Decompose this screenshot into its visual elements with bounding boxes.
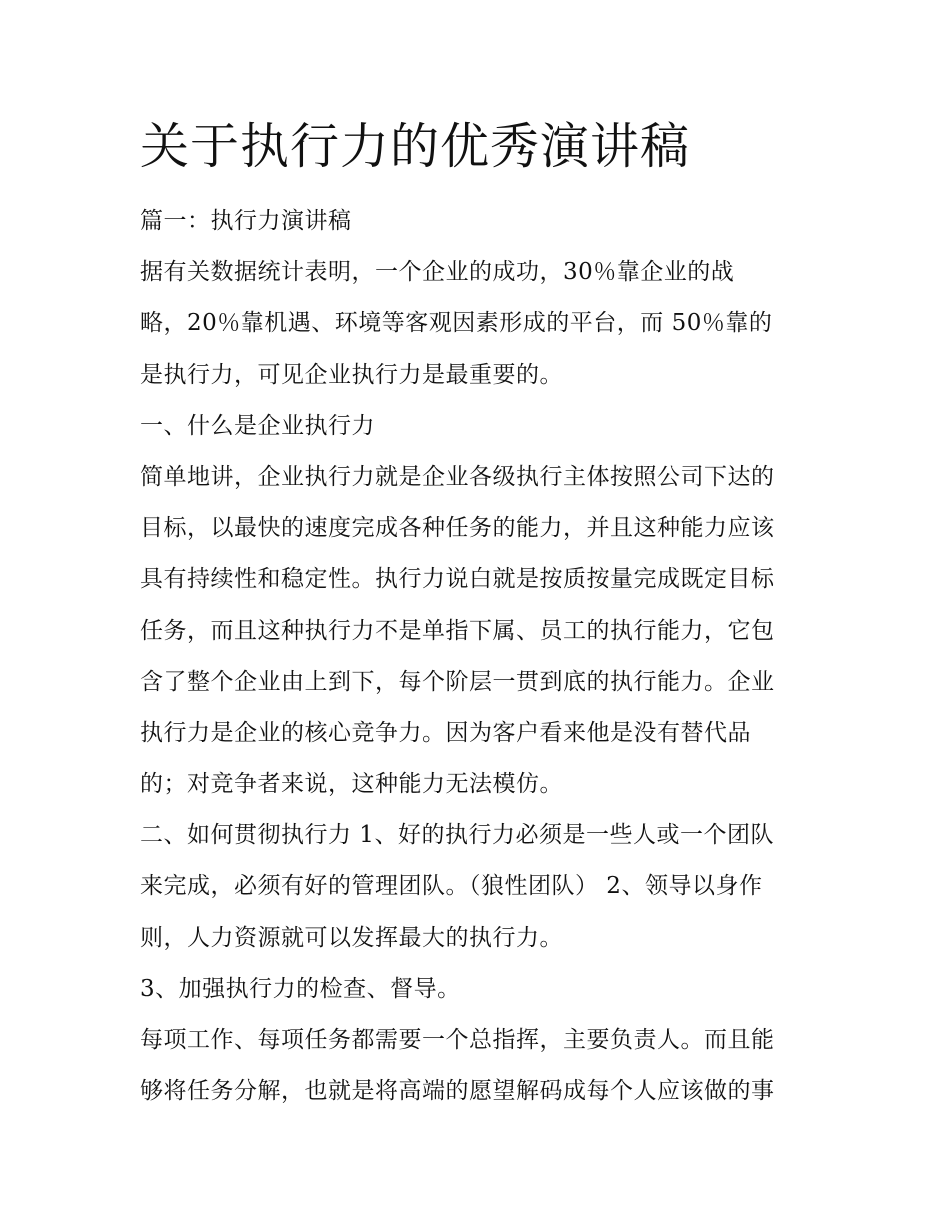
paragraph-line: 略，20％靠机遇、环境等客观因素形成的平台，而 50％靠的 [140,310,773,337]
paragraph-line: 具有持续性和稳定性。执行力说白就是按质按量完成既定目标 [140,566,775,593]
paragraph-line: 目标，以最快的速度完成各种任务的能力，并且这种能力应该 [140,515,775,542]
section-heading-1: 篇一：执行力演讲稿 [140,208,352,234]
paragraph-line: 3、加强执行力的检查、督导。 [140,975,461,1002]
subheading-how-to-implement: 二、如何贯彻执行力 1、好的执行力必须是一些人或一个团队 [140,822,774,849]
paragraph-line: 执行力是企业的核心竞争力。因为客户看来他是没有替代品 [140,719,751,746]
paragraph-line: 够将任务分解，也就是将高端的愿望解码成每个人应该做的事 [140,1078,775,1105]
paragraph-line: 每项工作、每项任务都需要一个总指挥，主要负责人。而且能 [140,1027,775,1053]
paragraph-line: 任务，而且这种执行力不是单指下属、员工的执行能力，它包 [140,617,775,644]
paragraph-line: 是执行力，可见企业执行力是最重要的。 [140,361,563,388]
paragraph-line: 来完成，必须有好的管理团队。（狼性团队） 2、领导以身作 [140,873,763,900]
document-body [140,196,840,1117]
paragraph-line: 简单地讲，企业执行力就是企业各级执行主体按照公司下达的 [140,463,775,490]
paragraph-line: 的；对竞争者来说，这种能力无法模仿。 [140,771,563,798]
document-title: 关于执行力的优秀演讲稿 [140,118,691,175]
subheading-what-is-execution: 一、什么是企业执行力 [140,412,375,439]
paragraph-line: 含了整个企业由上到下，每个阶层一贯到底的执行能力。企业 [140,668,775,695]
paragraph-line: 据有关数据统计表明，一个企业的成功，30％靠企业的战 [140,259,735,286]
paragraph-line: 则，人力资源就可以发挥最大的执行力。 [140,924,563,951]
